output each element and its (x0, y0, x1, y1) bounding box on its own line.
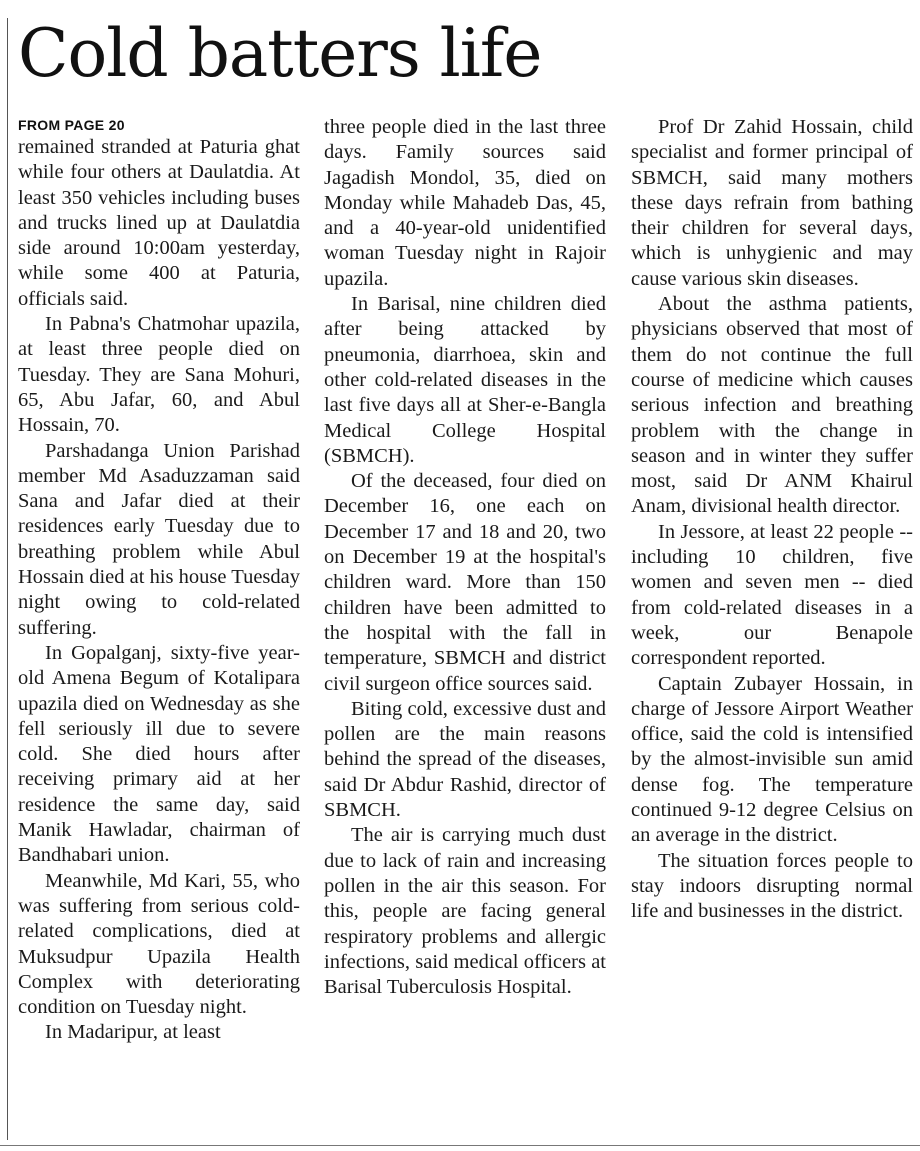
column-2 (324, 115, 606, 1000)
column-3 (631, 115, 913, 925)
paragraph: Of the deceased, four died on December 16, one each on December 17 and 18 and 20, two on December 19 at the hospital's children ward. More than 150 children have been admitted to the hospital with the fall in temperature, SBMCH and district civil surgeon office sources said. (324, 470, 606, 695)
paragraph: In Barisal, nine children died after being attacked by pneumonia, diarrhoea, skin and other cold-related diseases in the last five days all at Sher-e-Bangla Medical College Hospital (SBMCH). (324, 293, 606, 467)
bottom-border-rule (0, 1145, 920, 1146)
paragraph: Biting cold, excessive dust and pollen are the main reasons behind the spread of the diseases, said Dr Abdur Rashid, director of SBMCH. (324, 697, 606, 822)
left-border-rule (7, 18, 8, 1140)
paragraph: In Madaripur, at least (45, 1021, 221, 1044)
paragraph: In Gopalganj, sixty-five year-old Amena Begum of Kotalipara upazila died on Wednesday as she fell seriously ill due to severe cold. She died hours after receiving primary aid at her residence the same day, said Manik Hawladar, chairman of Bandhabari union. (18, 641, 300, 867)
paragraph: Meanwhile, Md Kari, 55, who was suffering from serious cold-related complications, died at Muksudpur Upazila Health Complex with deteriorating condition on Tuesday night. (18, 869, 300, 1019)
paragraph: In Jessore, at least 22 people -- including 10 children, five women and seven men -- died from cold-related diseases in a week, our Benapole correspondent reported. (631, 520, 913, 670)
column-1 (18, 115, 300, 1046)
paragraph: The air is carrying much dust due to lack of rain and increasing pollen in the air this season. For this, people are facing general respiratory problems and allergic infections, said medical officers at Barisal Tuberculosis Hospital. (324, 824, 606, 999)
paragraph: three people died in the last three days. Family sources said Jagadish Mondol, 35, died on Monday while Mahadeb Das, 45, and a 40-year-old unidentified woman Tuesday night in Rajoir upazila. (324, 116, 606, 290)
continued-from-kicker: FROM PAGE 20 (18, 117, 125, 133)
paragraph: remained stranded at Paturia ghat while four others at Daulatdia. At least 350 vehicles including buses and trucks lined up at Daulatdia side around 10:00am yesterday, while some 400 at Paturia, officials said. (18, 136, 300, 310)
headline: Cold batters life (18, 15, 542, 92)
paragraph: Prof Dr Zahid Hossain, child specialist and former principal of SBMCH, said many mothers these days refrain from bathing their children for several days, which is unhygienic and may cause various skin diseases. (631, 116, 913, 290)
paragraph: In Pabna's Chatmohar upazila, at least three people died on Tuesday. They are Sana Mohuri, 65, Abu Jafar, 60, and Abul Hossain, 70. (18, 313, 300, 437)
paragraph: About the asthma patients, physicians observed that most of them do not continue the full course of medicine which causes serious infection and breathing problem with the change in season and in winter they suffer most, said Dr ANM Khairul Anam, divisional health director. (631, 293, 913, 518)
paragraph: Captain Zubayer Hossain, in charge of Jessore Airport Weather office, said the cold is intensified by the almost-invisible sun amid dense fog. The temperature continued 9-12 degree Celsius on an average in the district. (631, 672, 913, 847)
paragraph: Parshadanga Union Parishad member Md Asaduzzaman said Sana and Jafar died at their residences early Tuesday due to breathing problem while Abul Hossain died at his house Tuesday night owing to cold-related suffering. (18, 439, 300, 639)
paragraph: The situation forces people to stay indoors disrupting normal life and businesses in the district. (631, 849, 913, 923)
